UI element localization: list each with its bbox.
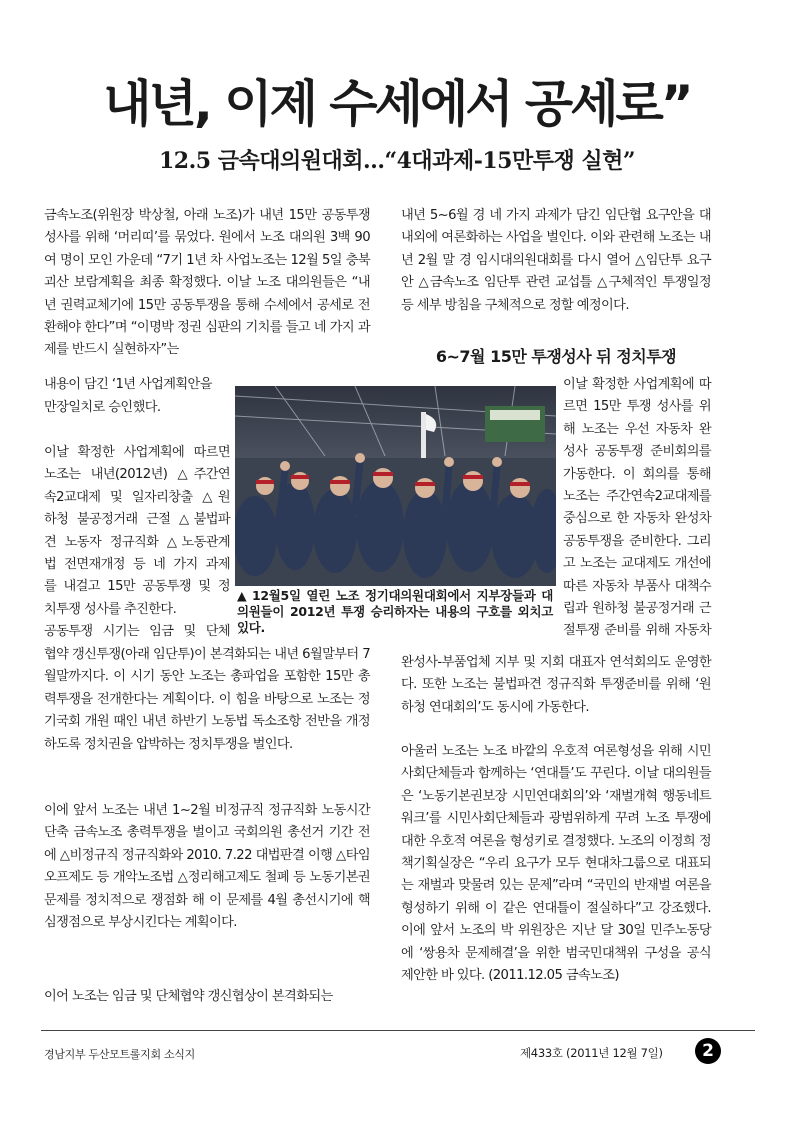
right-paragraph-2-line: 가동한다. 이 회의를 통해	[563, 466, 711, 482]
caption-triangle-icon: ▲	[237, 588, 248, 603]
left-paragraph-1: 금속노조(위원장 박상철, 아래 노조)가 내년 15만 공동투쟁 성사를 위해 ‘머리띠’를 묶었다. 원에서 노조 대의원 3백 90여 명이 모인 가운데 “7기 1년 차 사업노조는 12월 5일 충북 괴산 보람계획을 최종 확정했다. 이날 노조 대의원들은 “내년 권력교체기에 15만 공동투쟁을 통해 수세에서 공세로 전환해야 한다”며 “이명박 정권 심판의 기치를 들고 네 가지 과제를 반드시 실현하자”는	[44, 208, 370, 358]
left-paragraph-2-line: 이날 확정한 사업계획에 따르면	[44, 445, 230, 460]
footer-issue-date: 제433호 (2011년 12월 7일)	[520, 1046, 663, 1060]
photo-caption-text: 12월5일 열린 노조 정기대의원대회에서 지부장들과 대의원들이 2012년 투쟁 승리하자는 내용의 구호를 외치고 있다.	[237, 588, 553, 635]
right-paragraph-2-line: 중심으로 한 자동차 완성차	[563, 511, 711, 527]
right-paragraph-2-line: 공동투쟁을 준비한다. 그리	[563, 533, 711, 549]
page-number: 2	[695, 1038, 721, 1064]
left-paragraph-2-line: 견 노동자 정규직화 △노동관계	[44, 534, 230, 550]
right-paragraph-2-line: 절투쟁 준비를 위해 자동차	[563, 623, 711, 639]
right-paragraph-2-line: 따른 자동차 부품사 대책수	[563, 578, 711, 594]
rally-photo-illustration	[235, 386, 556, 586]
footer-publication: 경남지부 두산모트롤지회 소식지	[44, 1048, 195, 1061]
section-heading: 6~7월 15만 투쟁성사 뒤 정치투쟁	[435, 347, 677, 366]
left-paragraph-4: 이에 앞서 노조는 내년 1~2월 비정규직 정규직화 노동시간 단축 금속노조 총력투쟁을 벌이고 국회의원 총선거 기간 전에 △비정규직 정규직화와 2010. 7.22 대법판결 이행 △타임오프제도 등 개악노조법 △정리해고제도 철폐 등 노동기본권 문제를 정치적으로 쟁점화 해 이 문제를 4월 총선시기에 핵심쟁점으로 부상시킨다는 계획이다.	[44, 803, 370, 931]
headline: 내년, 이제 수세에서 공세로”	[103, 75, 691, 133]
left-paragraph-2-line: 를 내걸고 15만 공동투쟁 및 정	[44, 579, 230, 595]
left-paragraph-2-line: 속2교대제 및 일자리창출 △원	[44, 489, 230, 505]
left-paragraph-2-line: 법 전면재개정 등 네 가지 과제	[44, 557, 230, 573]
footer-divider	[41, 1030, 755, 1031]
left-paragraph-2	[44, 442, 230, 644]
left-paragraph-5: 이어 노조는 임금 및 단체협약 갱신협상이 본격화되는	[44, 989, 333, 1004]
right-paragraph-1: 내년 5~6월 경 네 가지 과제가 담긴 임단협 요구안을 대내외에 여론화하는 사업을 벌인다. 이와 관련해 노조는 내년 2월 말 경 임시대의원대회를 다시 열어 △임단투 요구안 △금속노조 임단투 관련 교섭틀 △구체적인 투쟁일정 등 세부 방침을 구체적으로 정할 예정이다.	[401, 208, 711, 313]
right-paragraph-2-line: 립과 원하청 불공정거래 근	[563, 601, 711, 617]
left-paragraph-3: 협약 갱신투쟁(아래 임단투)이 본격화되는 내년 6월말부터 7월말까지다. 이 시기 동안 노조는 총파업을 포함한 15만 총력투쟁을 전개한다는 계획이다. 이 힘을 바탕으로 노조는 정기국회 개원 때인 내년 하반기 노동법 독소조항 전반을 개정하도록 정치권을 압박하는 정치투쟁을 벌인다.	[44, 647, 370, 752]
right-paragraph-3: 아울러 노조는 노조 바깥의 우호적 여론형성을 위해 시민사회단체들과 함께하는 ‘연대틀’도 꾸린다. 이날 대의원들은 ‘노동기본권보장 시민연대회의’와 ‘재벌개혁 행동네트워크’를 시민사회단체들과 광범위하게 꾸려 노조 투쟁에 대한 우호적 여론을 형성키로 결정했다. 노조의 이정희 정책기획실장은 “우리 요구가 모두 현대차그룹으로 대표되는 재벌과 맞물려 있는 문제”라며 “국민의 반재벌 여론을 형성하기 위해 이 같은 연대틀이 절실하다”고 강조했다. 이에 앞서 노조의 박 위원장은 지난 달 30일 민주노동당에 ‘쌍용차 문제해결’을 위한 범국민대책위 구성을 공식 제안한 바 있다. (2011.12.05 금속노조)	[401, 744, 711, 984]
left-paragraph-1-tail-2: 만장일치로 승인했다.	[44, 400, 161, 415]
left-paragraph-2-line: 치투쟁 성사를 추진한다.	[44, 601, 177, 617]
subheadline: 12.5 금속대의원대회…“4대과제-15만투쟁 실현”	[158, 148, 636, 174]
left-paragraph-1-tail-1: 내용이 담긴 ‘1년 사업계획안을	[44, 377, 212, 392]
left-paragraph-2-line: 하청 불공정거래 근절 △불법파	[44, 512, 230, 528]
right-paragraph-2-line: 이날 확정한 사업계획에 따	[563, 377, 711, 392]
left-paragraph-2-line: 노조는 내년(2012년) △주간연	[44, 467, 230, 483]
right-paragraph-2-line: 르면 15만 투쟁 성사를 위	[563, 399, 711, 415]
right-paragraph-2-line: 성사 공동투쟁 준비회의를	[563, 444, 711, 460]
right-paragraph-2	[563, 374, 711, 643]
right-paragraph-2-line: 고 노조는 교대제도 개선에	[563, 556, 711, 572]
right-paragraph-2-line: 노조는 주간연속2교대제를	[563, 489, 711, 505]
right-paragraph-2-continued: 완성사-부품업체 지부 및 지회 대표자 연석회의도 운영한다. 또한 노조는 불법파견 정규직화 투쟁준비를 위해 ‘원하청 연대회의’도 동시에 가동한다.	[401, 655, 711, 715]
photo-caption	[237, 588, 553, 636]
left-paragraph-2-line: 공동투쟁 시기는 임금 및 단체	[44, 624, 230, 640]
right-paragraph-2-line: 해 노조는 우선 자동차 완	[563, 421, 711, 437]
rally-photo	[235, 386, 556, 586]
